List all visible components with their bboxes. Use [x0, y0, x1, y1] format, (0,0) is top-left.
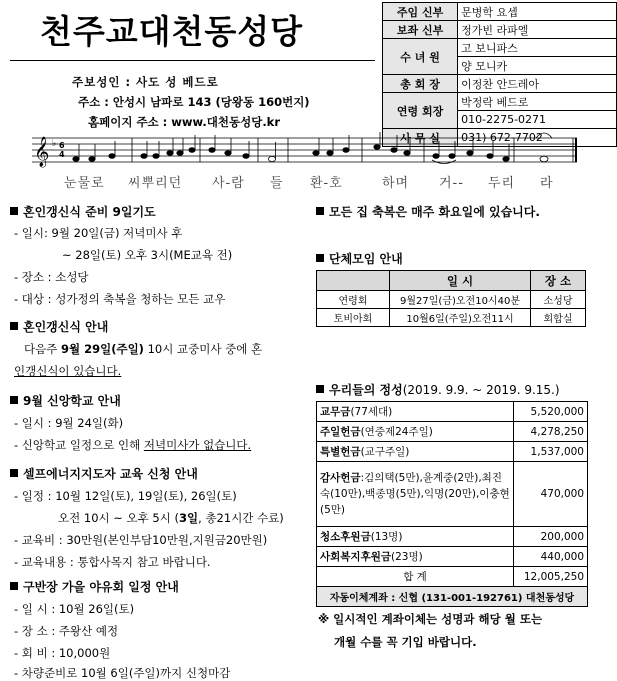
staff-table [382, 2, 617, 147]
staff-row [383, 93, 617, 111]
wedding-prep-date: - 일시: 9월 20일(금) 저녁미사 후 [14, 226, 183, 240]
treble-clef-icon: 𝄞 [34, 137, 50, 167]
square-bullet-icon [316, 254, 324, 262]
transfer-note: ※ 일시적인 계좌이체는 성명과 해당 월 또는 [318, 612, 543, 626]
wedding-text-2: 인갱신식이 있습니다. [14, 364, 122, 378]
staff-name: 양 모니카 [458, 57, 617, 75]
square-bullet-icon [10, 207, 18, 215]
lyric-word: 라 [540, 176, 554, 191]
groups-table [316, 270, 586, 327]
offering-heading: 우리들의 정성(2019. 9.9. ~ 2019. 9.15.) [316, 381, 560, 398]
cell-schedule: - 일정 : 10월 12일(토), 19일(토), 26일(토) [14, 489, 237, 503]
groups-header-row [317, 271, 586, 291]
music-staff [32, 130, 582, 170]
offering-amount: 1,537,000 [514, 442, 588, 462]
square-bullet-icon [10, 469, 18, 477]
music-notes [73, 132, 548, 162]
svg-text:4: 4 [59, 150, 65, 159]
transfer-note-2: 개월 수를 꼭 기입 바랍니다. [334, 635, 477, 649]
groups-header-place: 장 소 [531, 271, 586, 291]
account-row [317, 587, 588, 607]
total-label: 합 계 [317, 567, 514, 587]
staff-name: 박정락 베드로 [458, 93, 617, 111]
lyric-word: 눈물로 [64, 176, 105, 191]
group-name: 연령회 [317, 291, 390, 309]
staff-phone: 010-2275-0271 [458, 111, 617, 129]
square-bullet-icon [316, 207, 324, 215]
wedding-prep-place: - 장소 : 소성당 [14, 270, 89, 284]
offering-amount: 200,000 [514, 527, 588, 547]
table-row [317, 402, 588, 422]
table-row [317, 291, 586, 309]
staff-role: 수 녀 원 [383, 39, 458, 75]
staff-name: 고 보니파스 [458, 39, 617, 57]
lyric-word: 들 [270, 176, 284, 191]
staff-role: 사 무 실 [383, 129, 458, 147]
newschool-heading: 9월 신앙학교 안내 [10, 392, 121, 409]
wedding-text: 다음주 9월 29일(주일) 10시 교중미사 중에 혼 [24, 342, 263, 356]
table-row [317, 462, 588, 527]
outing-fee: - 회 비 : 10,000원 [14, 646, 111, 660]
total-row [317, 567, 588, 587]
offering-label: 청소후원금(13명) [317, 527, 514, 547]
cell-content: - 교육내용 : 통합사목지 참고 바랍니다. [14, 555, 211, 569]
newschool-note: - 신앙학교 일정으로 인해 저녁미사가 없습니다. [14, 438, 252, 452]
outing-date: - 일 시 : 10월 26일(토) [14, 602, 135, 616]
parish-address: 주소 : 안성시 남파로 143 (당왕동 160번지) [78, 95, 310, 109]
newschool-date: - 일시 : 9월 24일(화) [14, 416, 124, 430]
table-row [317, 422, 588, 442]
group-time: 10월6일(주일)오전11시 [390, 309, 531, 327]
lyric-word: 환-호 [310, 176, 343, 191]
lyric-word: 거-- [439, 176, 464, 191]
total-amount: 12,005,250 [514, 567, 588, 587]
square-bullet-icon [10, 582, 18, 590]
table-row [317, 527, 588, 547]
cell-fee: - 교육비 : 30만원(본인부담10만원,지원금20만원) [14, 533, 268, 547]
table-row [317, 309, 586, 327]
offering-amount: 440,000 [514, 547, 588, 567]
lyric-word: 두리 [488, 176, 516, 191]
staff-name: 문병학 요셉 [458, 3, 617, 21]
staff-row [383, 39, 617, 57]
offering-label: 사회복지후원금(23명) [317, 547, 514, 567]
cell-time: 오전 10시 ~ 오후 5시 (3일, 총21시간 수료) [58, 511, 284, 525]
wedding-prep-date-end: ~ 28일(토) 오후 3시(ME교육 전) [62, 248, 233, 262]
cell-heading: 셀프에너지지도자 교육 신청 안내 [10, 465, 198, 482]
offering-label: 특별헌금(교구주일) [317, 442, 514, 462]
blessing-notice: 모든 집 축복은 매주 화요일에 있습니다. [316, 203, 540, 220]
offering-label: 주일헌금(연중제24주일) [317, 422, 514, 442]
group-name: 토비아회 [317, 309, 390, 327]
group-time: 9월27일(금)오전10시40분 [390, 291, 531, 309]
office-phone: 031) 672-7702 [458, 129, 617, 147]
staff-name: 정가빈 라파엘 [458, 21, 617, 39]
staff-role: 연령 회장 [383, 93, 458, 129]
offering-amount: 470,000 [514, 462, 588, 527]
staff-row [383, 3, 617, 21]
parish-title: 천주교대천동성당 [40, 12, 304, 51]
svg-text:♭: ♭ [52, 139, 57, 149]
title-divider [10, 60, 375, 61]
group-place: 소성당 [531, 291, 586, 309]
outing-place: - 장 소 : 주왕산 예정 [14, 624, 119, 638]
outing-deadline: - 차량준비로 10월 6일(주일)까지 신청마감 [14, 666, 231, 680]
wedding-heading: 혼인갱신식 안내 [10, 318, 108, 335]
staff-row [383, 75, 617, 93]
staff-role: 주임 신부 [383, 3, 458, 21]
homepage-address: 홈페이지 주소 : www.대천동성당.kr [88, 115, 281, 129]
staff-name: 이정찬 안드레아 [458, 75, 617, 93]
group-place: 회합실 [531, 309, 586, 327]
groups-heading: 단체모임 안내 [316, 250, 403, 267]
outing-heading: 구반장 가을 야유회 일정 안내 [10, 578, 179, 595]
lyric-word: 씨뿌리던 [128, 176, 183, 191]
table-row [317, 442, 588, 462]
square-bullet-icon [316, 385, 324, 393]
bank-account: 자동이체계좌 : 신협 (131-001-192761) 대천동성당 [317, 587, 588, 607]
staff-role: 보좌 신부 [383, 21, 458, 39]
lyric-word: 하며 [382, 176, 410, 191]
wedding-prep-target: - 대상 : 성가정의 축복을 청하는 모든 교우 [14, 292, 226, 306]
patron-saint: 주보성인 : 사도 성 베드로 [72, 75, 219, 89]
square-bullet-icon [10, 396, 18, 404]
groups-header-time: 일 시 [390, 271, 531, 291]
offering-amount: 4,278,250 [514, 422, 588, 442]
offering-label: 감사헌금:김의택(5만),윤계중(2만),최진숙(10만),백종명(5만),익명(20만),이충현(5만) [317, 462, 514, 527]
offering-label: 교무금(77세대) [317, 402, 514, 422]
staff-role: 총 회 장 [383, 75, 458, 93]
staff-row [383, 21, 617, 39]
offering-table [316, 401, 588, 607]
svg-text:6: 6 [59, 141, 65, 150]
lyric-word: 사-람 [212, 176, 245, 191]
groups-header-blank [317, 271, 390, 291]
square-bullet-icon [10, 322, 18, 330]
wedding-prep-heading: 혼인갱신식 준비 9일기도 [10, 203, 156, 220]
offering-amount: 5,520,000 [514, 402, 588, 422]
table-row [317, 547, 588, 567]
